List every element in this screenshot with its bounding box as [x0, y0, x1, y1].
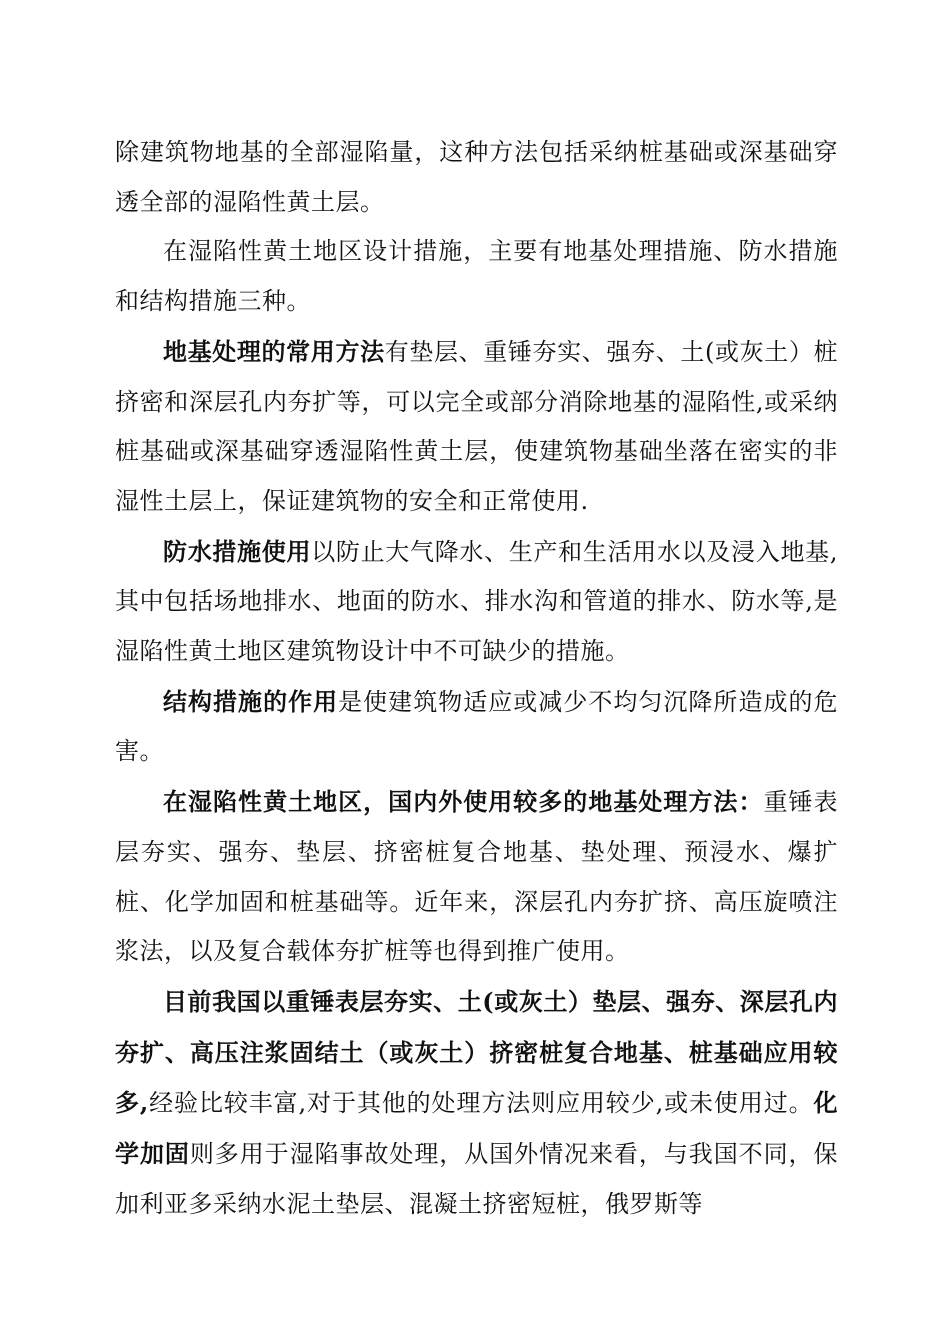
- bold-lead-text: 在湿陷性黄土地区，国内外使用较多的地基处理方法：: [163, 787, 764, 817]
- paragraph: [115, 677, 838, 777]
- paragraph: [115, 977, 838, 1230]
- paragraph: [115, 327, 838, 527]
- text-run: 是使建筑物适应或减少不均匀沉降所造成的危害。: [115, 687, 839, 766]
- text-run: 除建筑物地基的全部湿陷量，这种方法包括采纳桩基础或深基础穿透全部的湿陷性黄土层。: [115, 138, 838, 216]
- paragraph: [115, 777, 838, 977]
- text-run: 则多用于湿陷事故处理，从国外情况来看，与我国不同，保加利亚多采纳水泥土垫层、混凝土挤密短桩，俄罗斯等: [115, 1140, 839, 1218]
- bold-lead-text: 目前我国以重锤表层夯实、土(或灰土）垫层、强夯、深层孔内夯扩、高压注浆固结土（或灰土）挤密桩复合地基、桩基础应用较多,: [115, 986, 838, 1118]
- paragraph: [115, 527, 838, 677]
- text-run: 经验比较丰富,对于其他的处理方法则应用较少,或未使用过。: [148, 1089, 814, 1118]
- bold-lead-text: 结构措施的作用: [163, 686, 339, 716]
- text-run: 以防止大气降水、生产和生活用水以及浸入地基,其中包括场地排水、地面的防水、排水沟和管道的排水、防水等,是湿陷性黄土地区建筑物设计中不可缺少的措施。: [115, 537, 838, 666]
- bold-term-text: 化学加固: [115, 1088, 839, 1169]
- body-text: [115, 128, 838, 1229]
- text-run: 重锤表层夯实、强夯、垫层、挤密桩复合地基、垫处理、预浸水、爆扩桩、化学加固和桩基础等。近年来，深层孔内夯扩挤、高压旋喷注浆法，以及复合载体夯扩桩等也得到推广使用。: [115, 788, 839, 966]
- text-run: 在湿陷性黄土地区设计措施，主要有地基处理措施、防水措施和结构措施三种。: [115, 237, 838, 316]
- paragraph: [115, 227, 838, 326]
- bold-lead-text: 防水措施使用: [163, 536, 312, 566]
- text-run: 有垫层、重锤夯实、强夯、土(或灰土）桩挤密和深层孔内夯扩等，可以完全或部分消除地基的湿陷性,或采纳桩基础或深基础穿透湿陷性黄土层，使建筑物基础坐落在密实的非湿性土层上，保证建筑物的安全和正常使用.: [115, 337, 838, 515]
- bold-lead-text: 地基处理的常用方法: [163, 336, 385, 366]
- paragraph: [115, 128, 838, 227]
